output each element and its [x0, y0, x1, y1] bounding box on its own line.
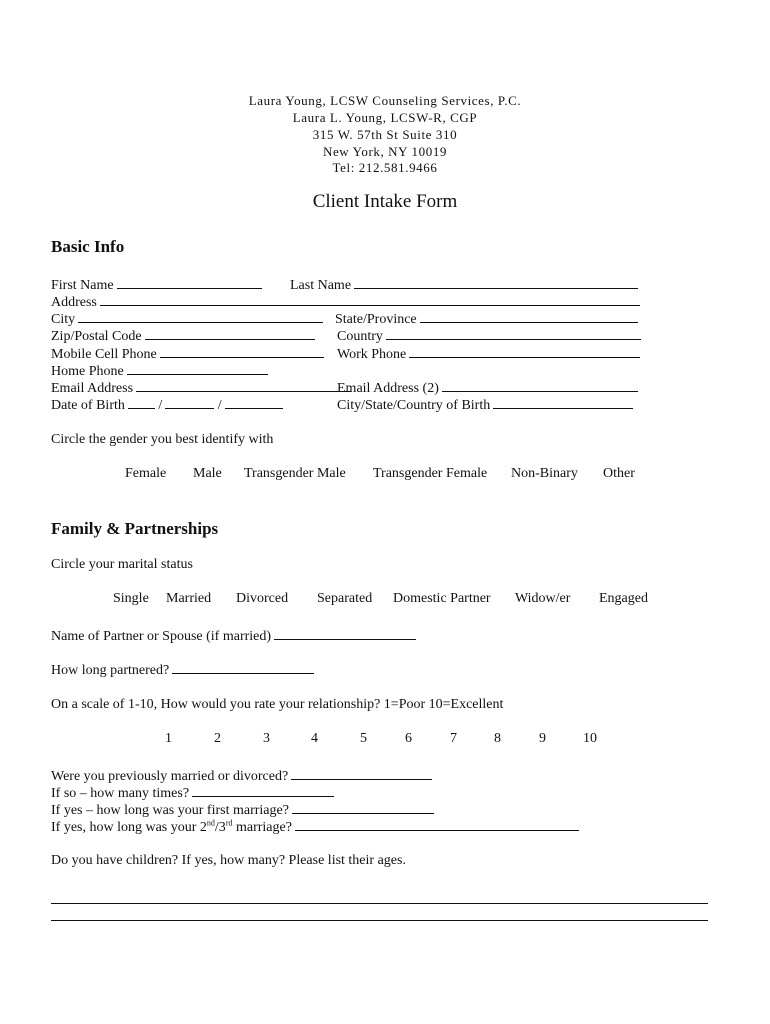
- scale-option-2[interactable]: 2: [214, 731, 221, 746]
- country-blank[interactable]: [386, 327, 641, 340]
- family-heading: Family & Partnerships: [51, 519, 219, 538]
- zip-label: Zip/Postal Code: [51, 329, 142, 344]
- mobile-blank[interactable]: [160, 345, 324, 358]
- children-answer-line-1[interactable]: [51, 903, 708, 904]
- address-blank[interactable]: [100, 293, 640, 306]
- later-marriage-field[interactable]: [51, 818, 579, 836]
- email-field[interactable]: [51, 379, 351, 397]
- first-name-field[interactable]: [51, 276, 262, 294]
- dob-year-blank[interactable]: [225, 396, 283, 409]
- country-label: Country: [337, 329, 383, 344]
- prev-married-blank[interactable]: [291, 767, 432, 780]
- email-blank[interactable]: [136, 379, 351, 392]
- work-phone-field[interactable]: [337, 345, 640, 363]
- marital-option-divorced[interactable]: Divorced: [236, 591, 289, 606]
- first-name-blank[interactable]: [117, 276, 262, 289]
- gender-option-other[interactable]: Other: [603, 466, 635, 481]
- how-long-label: How long partnered?: [51, 663, 170, 678]
- dob-slash: /: [217, 398, 222, 413]
- first-marriage-field[interactable]: [51, 801, 434, 819]
- address-city: New York, NY 10019: [322, 144, 448, 159]
- scale-option-6[interactable]: 6: [405, 731, 412, 746]
- later-marriage-label: If yes, how long was your 2: [51, 820, 207, 835]
- dob-month-blank[interactable]: [128, 396, 155, 409]
- gender-option-transgender-male[interactable]: Transgender Male: [244, 466, 346, 481]
- marital-option-single[interactable]: Single: [113, 591, 149, 606]
- clinician-name: Laura L. Young, LCSW-R, CGP: [292, 110, 478, 125]
- zip-field[interactable]: [51, 327, 315, 345]
- scale-option-5[interactable]: 5: [360, 731, 367, 746]
- later-marriage-suffix: marriage?: [232, 820, 292, 835]
- how-many-label: If so – how many times?: [51, 786, 190, 801]
- address-street: 315 W. 57th St Suite 310: [312, 127, 458, 142]
- home-phone-label: Home Phone: [51, 364, 124, 379]
- dob-label: Date of Birth: [51, 398, 125, 413]
- email2-blank[interactable]: [442, 379, 638, 392]
- email2-field[interactable]: [337, 379, 638, 397]
- practice-name: Laura Young, LCSW Counseling Services, P.C.: [248, 93, 522, 108]
- state-blank[interactable]: [420, 310, 638, 323]
- address-label: Address: [51, 295, 97, 310]
- marital-option-widower[interactable]: Widow/er: [515, 591, 571, 606]
- scale-option-3[interactable]: 3: [263, 731, 270, 746]
- marital-option-engaged[interactable]: Engaged: [599, 591, 648, 606]
- scale-option-10[interactable]: 10: [583, 731, 597, 746]
- first-marriage-label: If yes – how long was your first marriage?: [51, 803, 289, 818]
- country-field[interactable]: [337, 327, 641, 345]
- prev-married-field[interactable]: [51, 767, 432, 785]
- children-answer-line-2[interactable]: [51, 920, 708, 921]
- marital-prompt: Circle your marital status: [51, 557, 193, 572]
- gender-option-non-binary[interactable]: Non-Binary: [511, 466, 578, 481]
- home-phone-blank[interactable]: [127, 362, 268, 375]
- email2-label: Email Address (2): [337, 381, 439, 396]
- marital-option-married[interactable]: Married: [166, 591, 212, 606]
- scale-option-8[interactable]: 8: [494, 731, 501, 746]
- scale-option-4[interactable]: 4: [311, 731, 318, 746]
- home-phone-field[interactable]: [51, 362, 268, 380]
- partner-name-blank[interactable]: [274, 627, 416, 640]
- gender-option-male[interactable]: Male: [193, 466, 222, 481]
- last-name-blank[interactable]: [354, 276, 638, 289]
- birthplace-label: City/State/Country of Birth: [337, 398, 491, 413]
- gender-option-female[interactable]: Female: [125, 466, 167, 481]
- form-title: Client Intake Form: [312, 191, 458, 212]
- partner-name-field[interactable]: [51, 627, 416, 645]
- partner-name-label: Name of Partner or Spouse (if married): [51, 629, 272, 644]
- ordinal-rd: rd: [225, 818, 233, 828]
- ordinal-nd: nd: [206, 818, 215, 828]
- last-name-label: Last Name: [290, 278, 352, 293]
- dob-day-blank[interactable]: [165, 396, 214, 409]
- marital-option-separated[interactable]: Separated: [317, 591, 373, 606]
- city-blank[interactable]: [78, 310, 323, 323]
- last-name-field[interactable]: [290, 276, 638, 294]
- email-label: Email Address: [51, 381, 134, 396]
- later-marriage-blank[interactable]: [295, 818, 579, 831]
- prev-married-label: Were you previously married or divorced?: [51, 769, 289, 784]
- how-long-blank[interactable]: [172, 661, 314, 674]
- mobile-field[interactable]: [51, 345, 324, 363]
- state-label: State/Province: [335, 312, 417, 327]
- children-prompt: Do you have children? If yes, how many? Please list their ages.: [51, 853, 406, 868]
- mobile-label: Mobile Cell Phone: [51, 347, 157, 362]
- how-many-blank[interactable]: [192, 784, 334, 797]
- how-long-field[interactable]: [51, 661, 314, 679]
- scale-option-9[interactable]: 9: [539, 731, 546, 746]
- gender-prompt: Circle the gender you best identify with: [51, 432, 274, 447]
- zip-blank[interactable]: [145, 327, 315, 340]
- scale-option-1[interactable]: 1: [165, 731, 172, 746]
- city-label: City: [51, 312, 76, 327]
- city-field[interactable]: [51, 310, 323, 328]
- scale-prompt: On a scale of 1-10, How would you rate your relationship? 1=Poor 10=Excellent: [51, 697, 504, 712]
- ordinal-slash: /3: [214, 820, 226, 835]
- birthplace-field[interactable]: [337, 396, 633, 414]
- address-field[interactable]: [51, 293, 640, 311]
- work-phone-label: Work Phone: [337, 347, 407, 362]
- scale-option-7[interactable]: 7: [450, 731, 457, 746]
- how-many-field[interactable]: [51, 784, 334, 802]
- gender-option-transgender-female[interactable]: Transgender Female: [373, 466, 488, 481]
- basic-info-heading: Basic Info: [51, 237, 125, 256]
- state-field[interactable]: [335, 310, 638, 328]
- dob-field[interactable]: [51, 396, 283, 414]
- birthplace-blank[interactable]: [493, 396, 633, 409]
- first-name-label: First Name: [51, 278, 114, 293]
- first-marriage-blank[interactable]: [292, 801, 434, 814]
- telephone: Tel: 212.581.9466: [332, 160, 438, 175]
- dob-slash: /: [158, 398, 163, 413]
- work-phone-blank[interactable]: [409, 345, 640, 358]
- marital-option-domestic-partner[interactable]: Domestic Partner: [393, 591, 491, 606]
